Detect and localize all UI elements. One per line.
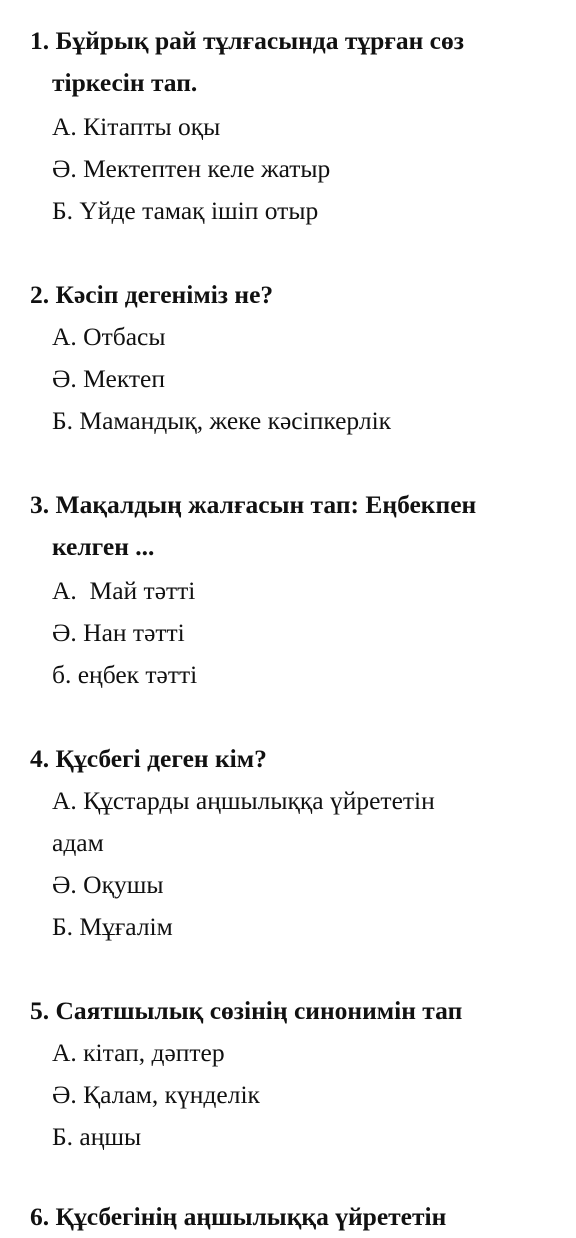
question-4-option-b: Б. Мұғалім: [52, 912, 173, 941]
question-4-option-a-line-1: А. Құстарды аңшылыққа үйрететін: [52, 786, 435, 815]
question-4-option-ae: Ә. Оқушы: [52, 870, 164, 899]
question-3-option-ae: Ә. Нан тәтті: [52, 618, 185, 647]
question-5-option-a: А. кітап, дәптер: [52, 1038, 225, 1067]
question-1-option-a: А. Кітапты оқы: [52, 112, 221, 141]
question-1-title: [30, 20, 570, 104]
question-5-option-ae: Ә. Қалам, күнделік: [52, 1080, 260, 1109]
question-1-title-line-1: 1. Бұйрық рай тұлғасында тұрған сөз: [30, 26, 464, 55]
question-6-title: 6. Құсбегінің аңшылыққа үйрететін: [30, 1202, 447, 1231]
question-2-option-ae: Ә. Мектеп: [52, 364, 165, 393]
question-3-title-line-2: келген ...: [52, 532, 155, 561]
question-4-title: 4. Құсбегі деген кім?: [30, 744, 267, 773]
question-1-title-line-2: тіркесін тап.: [52, 68, 198, 97]
question-3-option-a: А. Май тәтті: [52, 576, 196, 605]
question-3-option-b: б. еңбек тәтті: [52, 660, 198, 689]
question-3-title: [30, 484, 570, 568]
question-3-title-line-1: 3. Мақалдың жалғасын тап: Еңбекпен: [30, 490, 477, 519]
question-1-option-b: Б. Үйде тамақ ішіп отыр: [52, 196, 319, 225]
question-2-title: 2. Кәсіп дегеніміз не?: [30, 280, 274, 309]
question-1-option-ae: Ә. Мектептен келе жатыр: [52, 154, 331, 183]
question-2-option-b: Б. Мамандық, жеке кәсіпкерлік: [52, 406, 392, 435]
question-4-option-a-line-2: адам: [52, 828, 104, 857]
question-2-option-a: А. Отбасы: [52, 322, 166, 351]
question-5-option-b: Б. аңшы: [52, 1122, 142, 1151]
question-5-title: 5. Саятшылық сөзінің синонимін тап: [30, 996, 463, 1025]
